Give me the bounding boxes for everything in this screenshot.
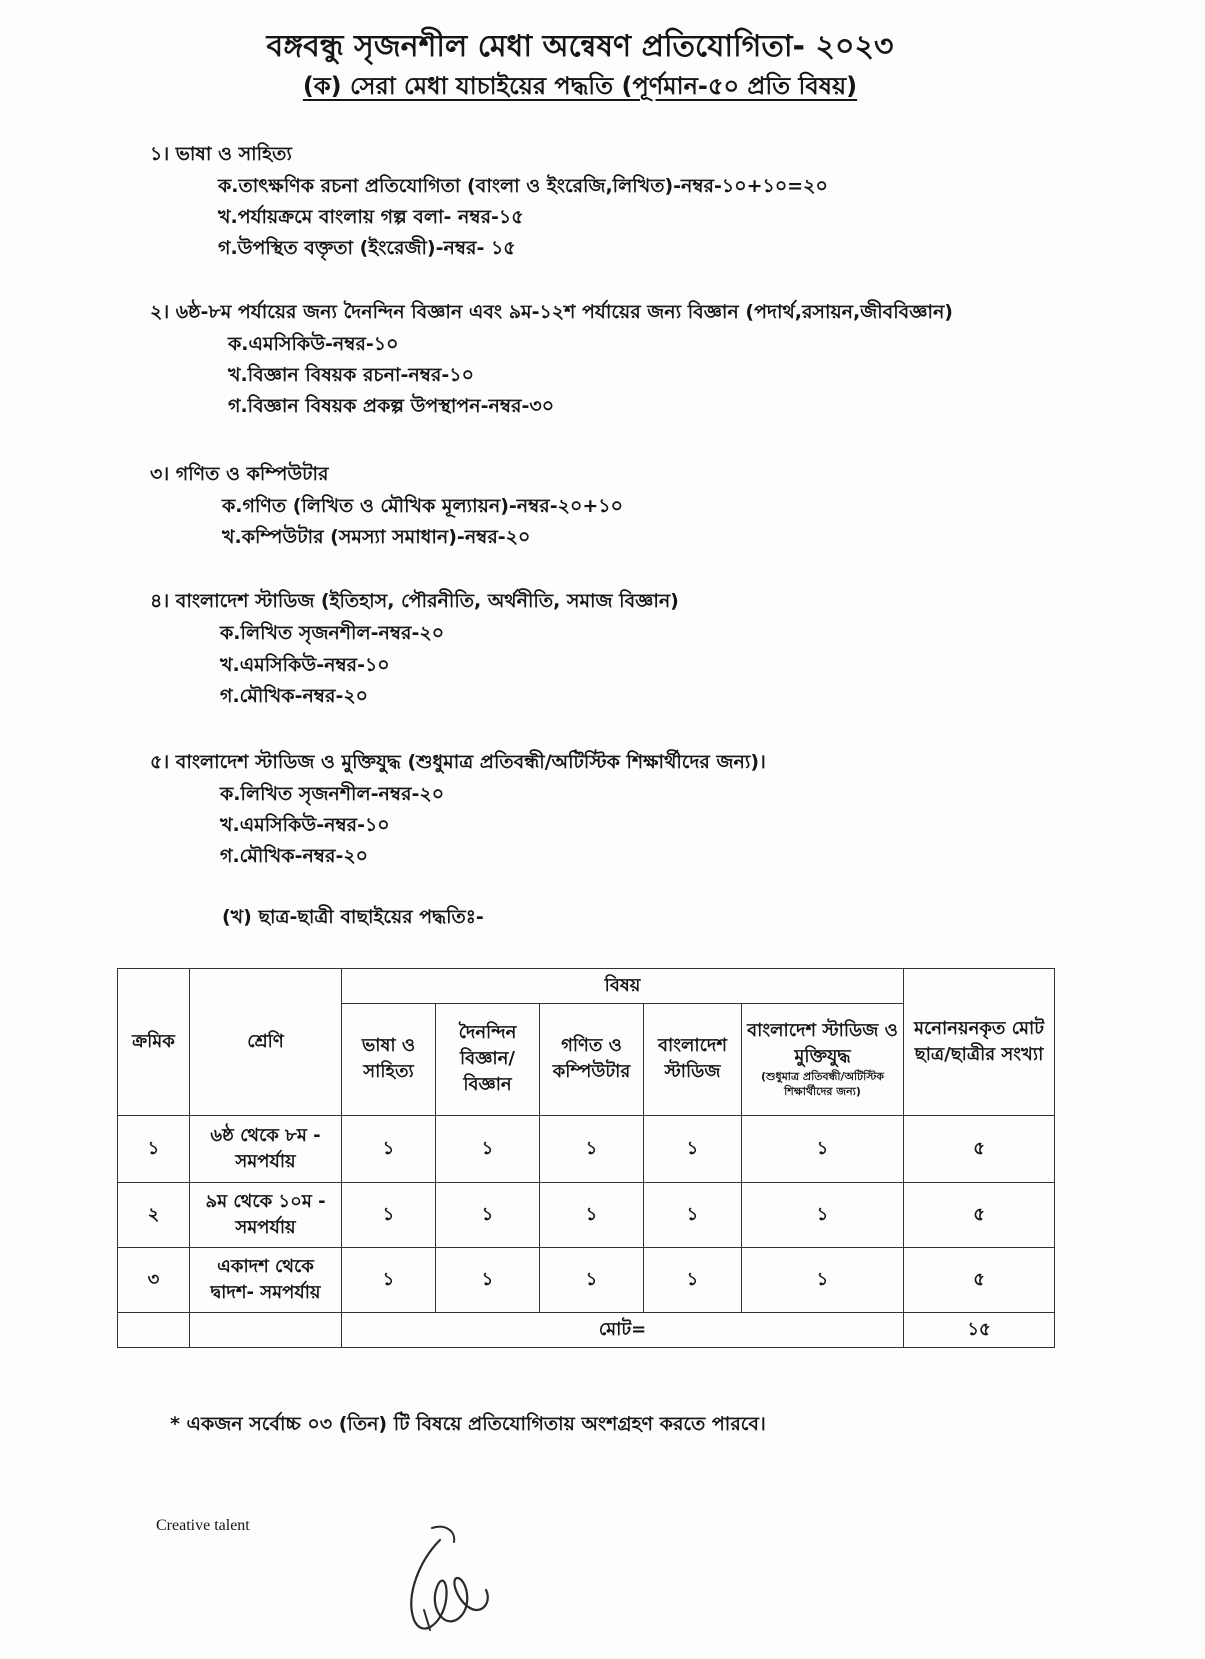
section-item: গ.বিজ্ঞান বিষয়ক প্রকল্প উপস্থাপন-নম্বর-৩০ [228, 395, 555, 417]
cell-value: ১ [436, 1248, 540, 1313]
cell-value: ১ [540, 1115, 644, 1182]
section-item: গ.মৌখিক-নম্বর-২০ [220, 685, 369, 707]
section-item: গ.মৌখিক-নম্বর-২০ [220, 845, 369, 867]
cell-value: ১ [644, 1182, 742, 1247]
section-item: ক.গণিত (লিখিত ও মৌখিক মূল্যায়ন)-নম্বর-২০+১০ [222, 495, 623, 517]
section-item: খ.বিজ্ঞান বিষয়ক রচনা-নম্বর-১০ [228, 364, 474, 386]
section-item: ক.লিখিত সৃজনশীল-নম্বর-২০ [220, 622, 445, 644]
table-row [118, 1248, 1055, 1313]
section-item: ক.লিখিত সৃজনশীল-নম্বর-২০ [220, 783, 445, 805]
table-total-row [118, 1313, 1055, 1348]
cell-value: ১ [436, 1115, 540, 1182]
section-item: খ.এমসিকিউ-নম্বর-১০ [220, 654, 390, 676]
header-subject-math: গণিত ও কম্পিউটার [540, 1003, 644, 1115]
credit-text: Creative talent [156, 1517, 250, 1534]
section-item: ক.তাৎক্ষণিক রচনা প্রতিযোগিতা (বাংলা ও ইংরেজি,লিখিত)-নম্বর-১০+১০=২০ [218, 175, 828, 197]
cell-value: ১ [342, 1248, 436, 1313]
table-row [118, 1115, 1055, 1182]
header-subject-group: বিষয় [342, 969, 904, 1004]
cell-empty [190, 1313, 342, 1348]
cell-total: ৫ [904, 1115, 1055, 1182]
header-subject-bd-liberation-note: (শুধুমাত্র প্রতিবন্ধী/অটিস্টিক শিক্ষার্থীদের জন্য) [761, 1070, 885, 1099]
cell-class: ৬ষ্ঠ থেকে ৮ম - সমপর্যায় [190, 1115, 342, 1182]
cell-value: ১ [540, 1182, 644, 1247]
cell-serial: ২ [118, 1182, 190, 1247]
cell-total: ৫ [904, 1182, 1055, 1247]
header-subject-language: ভাষা ও সাহিত্য [342, 1003, 436, 1115]
header-subject-science: দৈনন্দিন বিজ্ঞান/ বিজ্ঞান [436, 1003, 540, 1115]
cell-serial: ১ [118, 1115, 190, 1182]
cell-class: একাদশ থেকে দ্বাদশ- সমপর্যায় [190, 1248, 342, 1313]
cell-total: ৫ [904, 1248, 1055, 1313]
section-item: গ.উপস্থিত বক্তৃতা (ইংরেজী)-নম্বর- ১৫ [218, 237, 516, 259]
selection-table [117, 968, 1055, 1348]
section-heading: ২। ৬ষ্ঠ-৮ম পর্যায়ের জন্য দৈনন্দিন বিজ্ঞান এবং ৯ম-১২শ পর্যায়ের জন্য বিজ্ঞান (পদার্থ,রসায়ন,জীববিজ্ঞান) [150, 301, 953, 323]
total-label: মোট= [342, 1313, 904, 1348]
signature-image [400, 1520, 510, 1640]
cell-value: ১ [342, 1115, 436, 1182]
cell-value: ১ [540, 1248, 644, 1313]
section-item: খ.এমসিকিউ-নম্বর-১০ [220, 814, 390, 836]
section-heading: ৫। বাংলাদেশ স্টাডিজ ও মুক্তিযুদ্ধ (শুধুমাত্র প্রতিবন্ধী/অটিস্টিক শিক্ষার্থীদের জন্য)। [150, 751, 766, 773]
section-item: খ.পর্যায়ক্রমে বাংলায় গল্প বলা- নম্বর-১৫ [218, 206, 524, 228]
header-subject-bd-studies: বাংলাদেশ স্টাডিজ [644, 1003, 742, 1115]
section-heading: ৪। বাংলাদেশ স্টাডিজ (ইতিহাস, পৌরনীতি, অর্থনীতি, সমাজ বিজ্ঞান) [150, 590, 679, 612]
grand-total: ১৫ [904, 1313, 1055, 1348]
cell-empty [118, 1313, 190, 1348]
cell-value: ১ [342, 1182, 436, 1247]
header-serial: ক্রমিক [118, 969, 190, 1116]
header-total-students: মনোনয়নকৃত মোট ছাত্র/ছাত্রীর সংখ্যা [904, 969, 1055, 1116]
cell-value: ১ [436, 1182, 540, 1247]
selection-heading: (খ) ছাত্র-ছাত্রী বাছাইয়ের পদ্ধতিঃ- [222, 906, 484, 928]
document-title: বঙ্গবন্ধু সৃজনশীল মেধা অন্বেষণ প্রতিযোগিতা- ২০২৩ [266, 29, 894, 64]
section-heading: ১। ভাষা ও সাহিত্য [150, 143, 292, 165]
header-subject-bd-liberation-label: বাংলাদেশ স্টাডিজ ও মুক্তিযুদ্ধ [747, 1020, 898, 1068]
cell-value: ১ [742, 1248, 904, 1313]
section-item: খ.কম্পিউটার (সমস্যা সমাধান)-নম্বর-২০ [222, 526, 531, 548]
section-item: ক.এমসিকিউ-নম্বর-১০ [228, 333, 399, 355]
cell-serial: ৩ [118, 1248, 190, 1313]
document-subtitle: (ক) সেরা মেধা যাচাইয়ের পদ্ধতি (পূর্ণমান-৫০ প্রতি বিষয়) [302, 72, 858, 100]
cell-value: ১ [644, 1248, 742, 1313]
cell-value: ১ [742, 1115, 904, 1182]
header-subject-bd-liberation [742, 1003, 904, 1115]
footnote: * একজন সর্বোচ্চ ০৩ (তিন) টি বিষয়ে প্রতিযোগিতায় অংশগ্রহণ করতে পারবে। [170, 1413, 766, 1435]
header-class: শ্রেণি [190, 969, 342, 1116]
section-heading: ৩। গণিত ও কম্পিউটার [150, 463, 329, 485]
cell-value: ১ [644, 1115, 742, 1182]
cell-class: ৯ম থেকে ১০ম - সমপর্যায় [190, 1182, 342, 1247]
cell-value: ১ [742, 1182, 904, 1247]
table-row [118, 1182, 1055, 1247]
